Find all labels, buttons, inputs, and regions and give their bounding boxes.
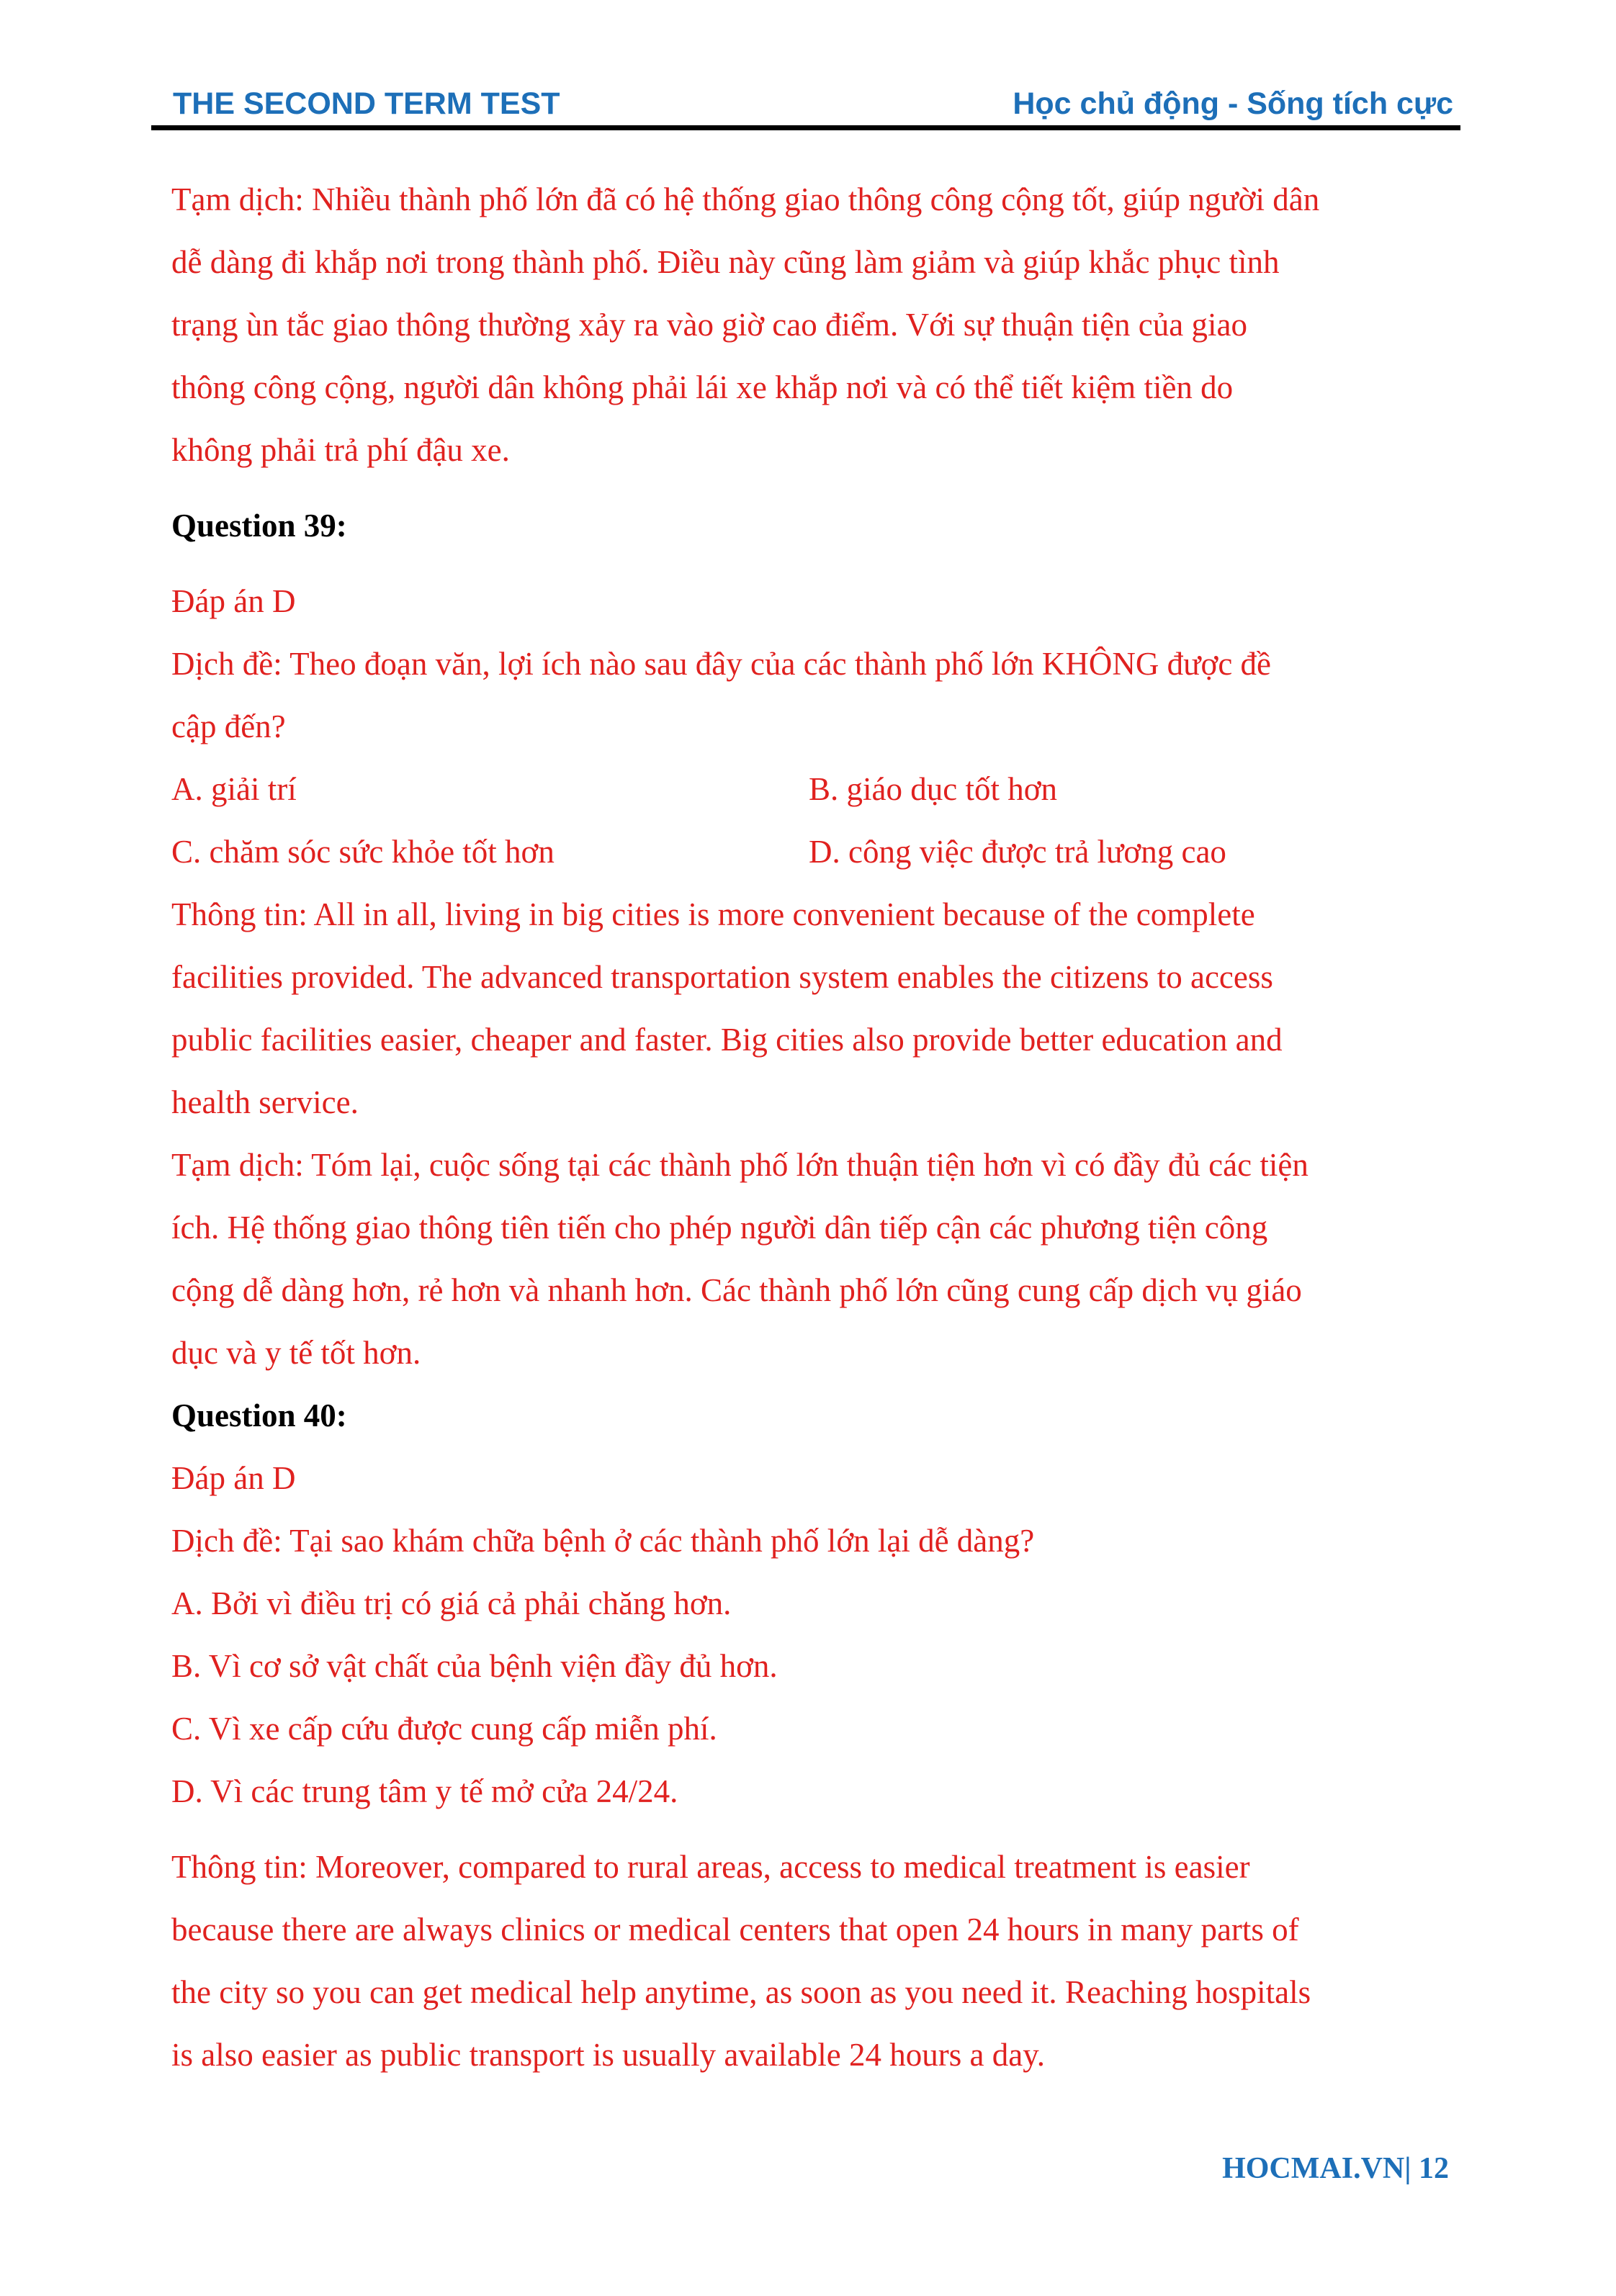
- header-test-title: THE SECOND TERM TEST: [173, 86, 560, 121]
- translation-line: cộng dễ dàng hơn, rẻ hơn và nhanh hơn. Các thành phố lớn cũng cung cấp dịch vụ giáo: [171, 1272, 1302, 1308]
- question-text: cập đến?: [171, 708, 286, 744]
- options-row: [171, 758, 1446, 821]
- info-line: public facilities easier, cheaper and faster. Big cities also provide better education and: [171, 1022, 1283, 1058]
- info-line: Thông tin: Moreover, compared to rural areas, access to medical treatment is easier: [171, 1849, 1250, 1885]
- translation-line: ích. Hệ thống giao thông tiên tiến cho phép người dân tiếp cận các phương tiện công: [171, 1210, 1268, 1246]
- question-40: [171, 1385, 1446, 2086]
- info-line: is also easier as public transport is usually available 24 hours a day.: [171, 2037, 1046, 2073]
- text-line: không phải trả phí đậu xe.: [171, 432, 510, 468]
- page-footer: HOCMAI.VN| 12: [1222, 2152, 1449, 2185]
- option-b: B. Vì cơ sở vật chất của bệnh viện đầy đủ hơn.: [171, 1648, 778, 1684]
- option-d: D. Vì các trung tâm y tế mở cửa 24/24.: [171, 1773, 678, 1809]
- info-line: health service.: [171, 1084, 359, 1120]
- option-a: A. Bởi vì điều trị có giá cả phải chăng hơn.: [171, 1585, 732, 1621]
- document-body: [171, 168, 1446, 2086]
- options-row: [171, 821, 1446, 883]
- text-line: Tạm dịch: Nhiều thành phố lớn đã có hệ thống giao thông công cộng tốt, giúp người dân: [171, 181, 1320, 217]
- info-line: because there are always clinics or medical centers that open 24 hours in many parts of: [171, 1912, 1299, 1948]
- text-line: dễ dàng đi khắp nơi trong thành phố. Điều này cũng làm giảm và giúp khắc phục tình: [171, 244, 1280, 280]
- header-divider: [151, 125, 1460, 130]
- info-line: the city so you can get medical help anytime, as soon as you need it. Reaching hospitals: [171, 1974, 1311, 2010]
- info-line: Thông tin: All in all, living in big cities is more convenient because of the complete: [171, 896, 1255, 932]
- option-a: A. giải trí: [171, 771, 297, 807]
- question-39: [171, 495, 1446, 1385]
- question-text: Dịch đề: Theo đoạn văn, lợi ích nào sau đây của các thành phố lớn KHÔNG được đề: [171, 646, 1272, 682]
- option-c: C. Vì xe cấp cứu được cung cấp miễn phí.: [171, 1711, 717, 1747]
- option-b: B. giáo dục tốt hơn: [809, 771, 1058, 807]
- info-line: facilities provided. The advanced transportation system enables the citizens to access: [171, 959, 1273, 995]
- option-c: C. chăm sóc sức khỏe tốt hơn: [171, 834, 555, 870]
- text-line: trạng ùn tắc giao thông thường xảy ra vào giờ cao điểm. Với sự thuận tiện của giao: [171, 307, 1247, 343]
- answer-line: Đáp án D: [171, 1460, 296, 1496]
- translation-line: Tạm dịch: Tóm lại, cuộc sống tại các thành phố lớn thuận tiện hơn vì có đầy đủ các tiện: [171, 1147, 1308, 1183]
- text-line: thông công cộng, người dân không phải lái xe khắp nơi và có thể tiết kiệm tiền do: [171, 369, 1234, 405]
- intro-translation: [171, 168, 1446, 482]
- question-text: Dịch đề: Tại sao khám chữa bệnh ở các thành phố lớn lại dễ dàng?: [171, 1523, 1035, 1559]
- answer-line: Đáp án D: [171, 583, 296, 619]
- header-slogan: Học chủ động - Sống tích cực: [1013, 86, 1453, 121]
- question-heading: Question 40:: [171, 1397, 347, 1433]
- option-d: D. công việc được trả lương cao: [809, 834, 1226, 870]
- question-heading: Question 39:: [171, 508, 347, 544]
- page-header: [170, 81, 1456, 127]
- translation-line: dục và y tế tốt hơn.: [171, 1335, 421, 1371]
